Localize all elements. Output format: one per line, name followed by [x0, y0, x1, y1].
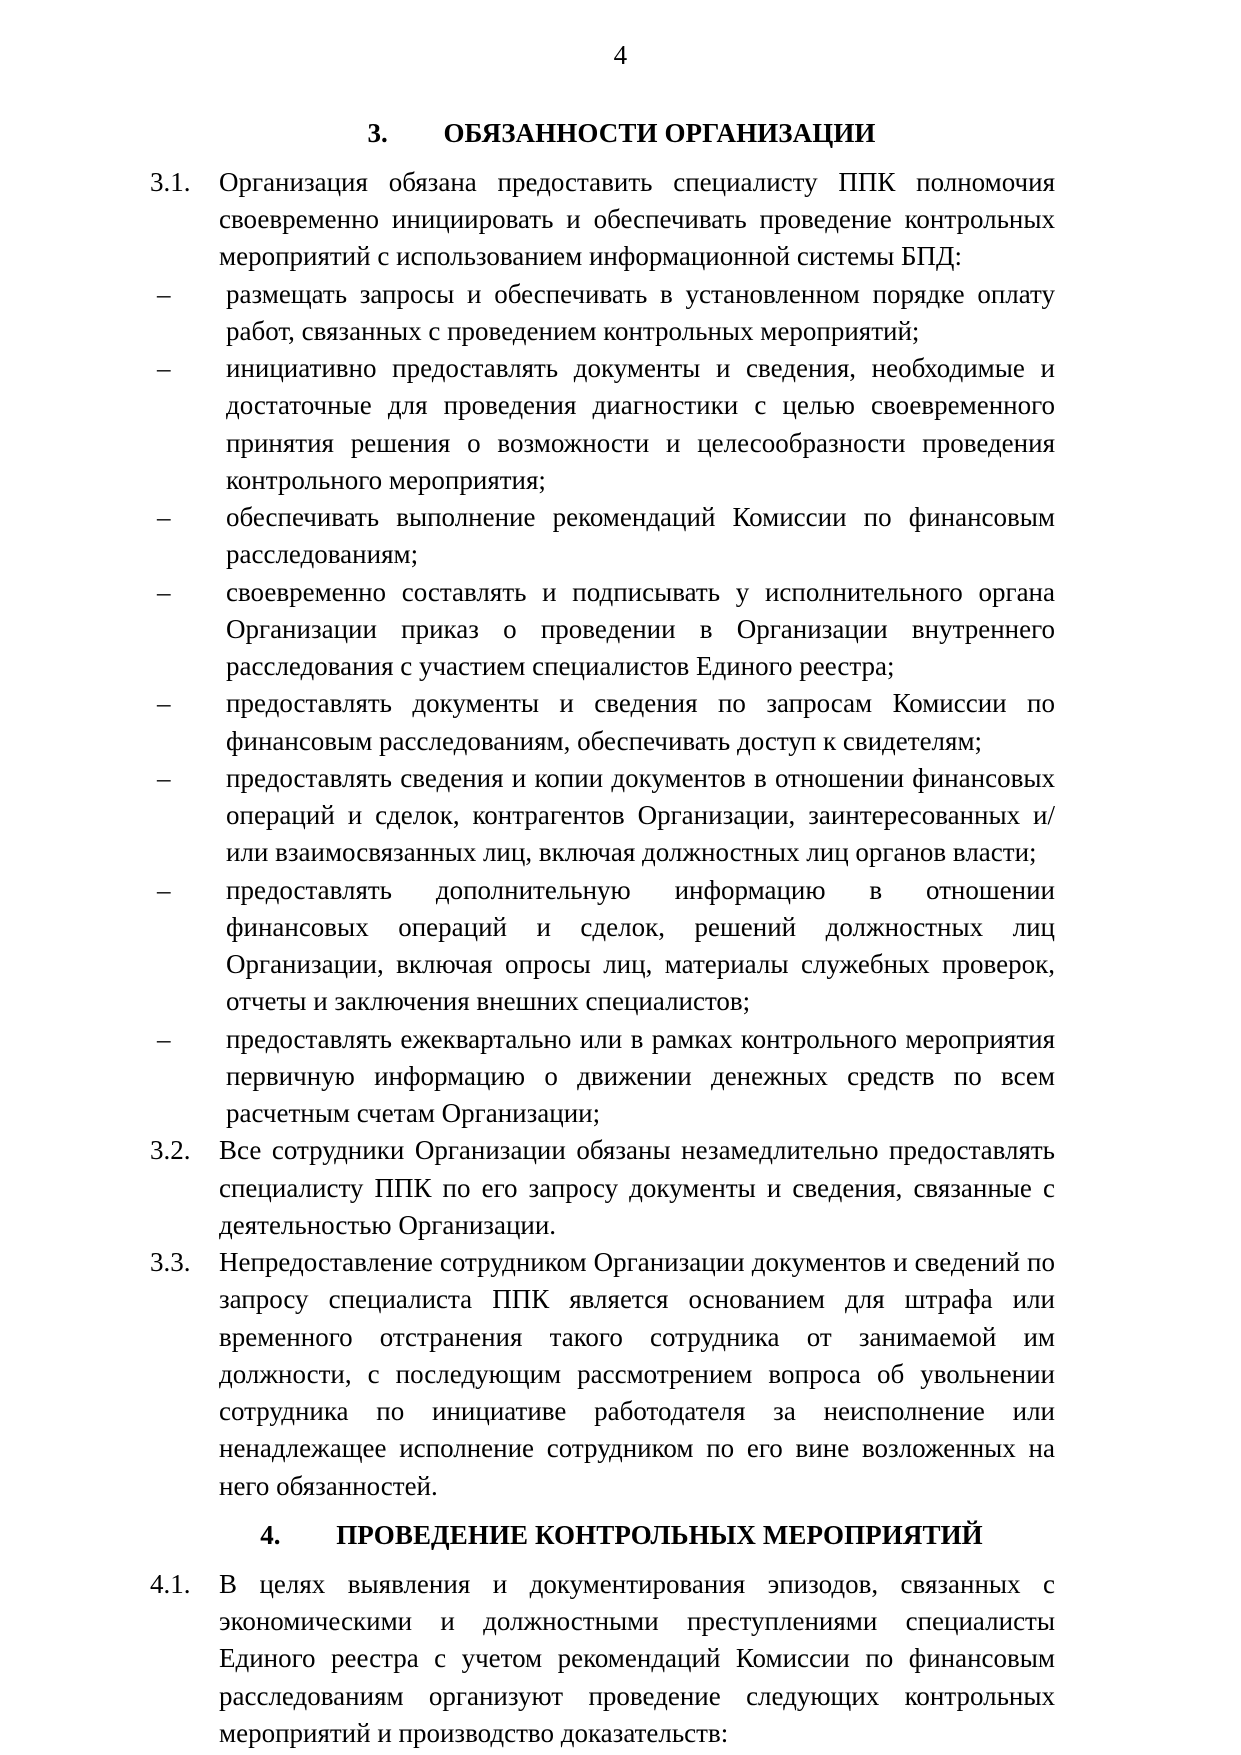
- list-item: [150, 685, 1055, 760]
- list-bullet-dash: –: [157, 874, 171, 905]
- list-item-text: предоставлять дополнительную информацию в отношении финансовых операций и сделок, решений должностных лиц Организации, включая опросы лиц, материалы служебных проверок, отчеты и заключения внешних специалистов;: [226, 874, 1055, 1017]
- list-item-text: предоставлять ежеквартально или в рамках контрольного мероприятия первичную информацию о движении денежных средств по всем расчетным счетам Организации;: [226, 1023, 1055, 1129]
- section-number-4: 4.: [260, 1519, 281, 1550]
- list-bullet-dash: –: [157, 762, 171, 793]
- list-item: [150, 872, 1055, 1021]
- list-bullet-dash: –: [157, 688, 171, 719]
- section-number-3: 3.: [367, 118, 388, 148]
- document-body: [0, 69, 1241, 1752]
- list-item-text: своевременно составлять и подписывать у исполнительного органа Организации приказ о проведении в Организации внутреннего расследования с участием специалистов Единого реестра;: [226, 576, 1055, 682]
- paragraph-3-1: [150, 164, 1055, 276]
- list-item: [150, 350, 1055, 499]
- paragraph-marker: 3.1.: [150, 166, 191, 197]
- list-bullet-dash: –: [157, 278, 171, 309]
- paragraph-3-2: [150, 1132, 1055, 1244]
- paragraph-marker: 4.1.: [150, 1568, 191, 1599]
- page-number: 4: [613, 40, 628, 70]
- list-bullet-dash: –: [157, 353, 171, 384]
- list-item-text: предоставлять документы и сведения по запросам Комиссии по финансовым расследованиям, обеспечивать доступ к свидетелям;: [226, 688, 1055, 756]
- list-item: [150, 499, 1055, 574]
- list-bullet-dash: –: [157, 1023, 171, 1054]
- list-item: [150, 1021, 1055, 1133]
- list-item-text: обеспечивать выполнение рекомендаций Комиссии по финансовым расследованиям;: [226, 502, 1055, 570]
- paragraph-3-3: [150, 1244, 1055, 1505]
- section-heading-3: [150, 103, 1055, 164]
- section-title-4: ПРОВЕДЕНИЕ КОНТРОЛЬНЫХ МЕРОПРИЯТИЙ: [336, 1519, 983, 1550]
- paragraph-text: В целях выявления и документирования эпизодов, связанных с экономическими и должностными преступлениями специалисты Единого реестра с учетом рекомендаций Комиссии по финансовым расследованиям организуют проведение следующих контрольных мероприятий и производство доказательств:: [219, 1568, 1055, 1748]
- section-heading-4: [150, 1505, 1055, 1566]
- list-item: [150, 276, 1055, 351]
- paragraph-marker: 3.3.: [150, 1247, 191, 1278]
- list-item-text: инициативно предоставлять документы и сведения, необходимые и достаточные для проведения диагностики с целью своевременного принятия решения о возможности и целесообразности проведения контрольного мероприятия;: [226, 353, 1055, 495]
- list-item-text: предоставлять сведения и копии документов в отношении финансовых операций и сделок, контрагентов Организации, заинтересованных и/или взаимосвязанных лиц, включая должностных лиц органов власти;: [226, 762, 1055, 868]
- paragraph-text: Организация обязана предоставить специалисту ППК полномочия своевременно инициировать и обеспечивать проведение контрольных мероприятий с использованием информационной системы БПД:: [219, 166, 1055, 272]
- list-bullet-dash: –: [157, 502, 171, 533]
- list-item-text: размещать запросы и обеспечивать в установленном порядке оплату работ, связанных с проведением контрольных мероприятий;: [226, 278, 1055, 346]
- section-title-3: ОБЯЗАННОСТИ ОРГАНИЗАЦИИ: [443, 118, 876, 148]
- paragraph-text: Все сотрудники Организации обязаны незамедлительно предоставлять специалисту ППК по его запросу документы и сведения, связанные с деятельностью Организации.: [219, 1135, 1055, 1240]
- paragraph-4-1: [150, 1566, 1055, 1752]
- paragraph-marker: 3.2.: [150, 1135, 191, 1166]
- list-item: [150, 574, 1055, 686]
- list-item: [150, 760, 1055, 872]
- list-bullet-dash: –: [157, 576, 171, 607]
- paragraph-text: Непредоставление сотрудником Организации документов и сведений по запросу специалиста ППК является основанием для штрафа или временного отстранения такого сотрудника от занимаемой им должности, с последующим рассмотрением вопроса об увольнении сотрудника по инициативе работодателя за неисполнение или ненадлежащее исполнение сотрудником по его вине возложенных на него обязанностей.: [219, 1247, 1055, 1501]
